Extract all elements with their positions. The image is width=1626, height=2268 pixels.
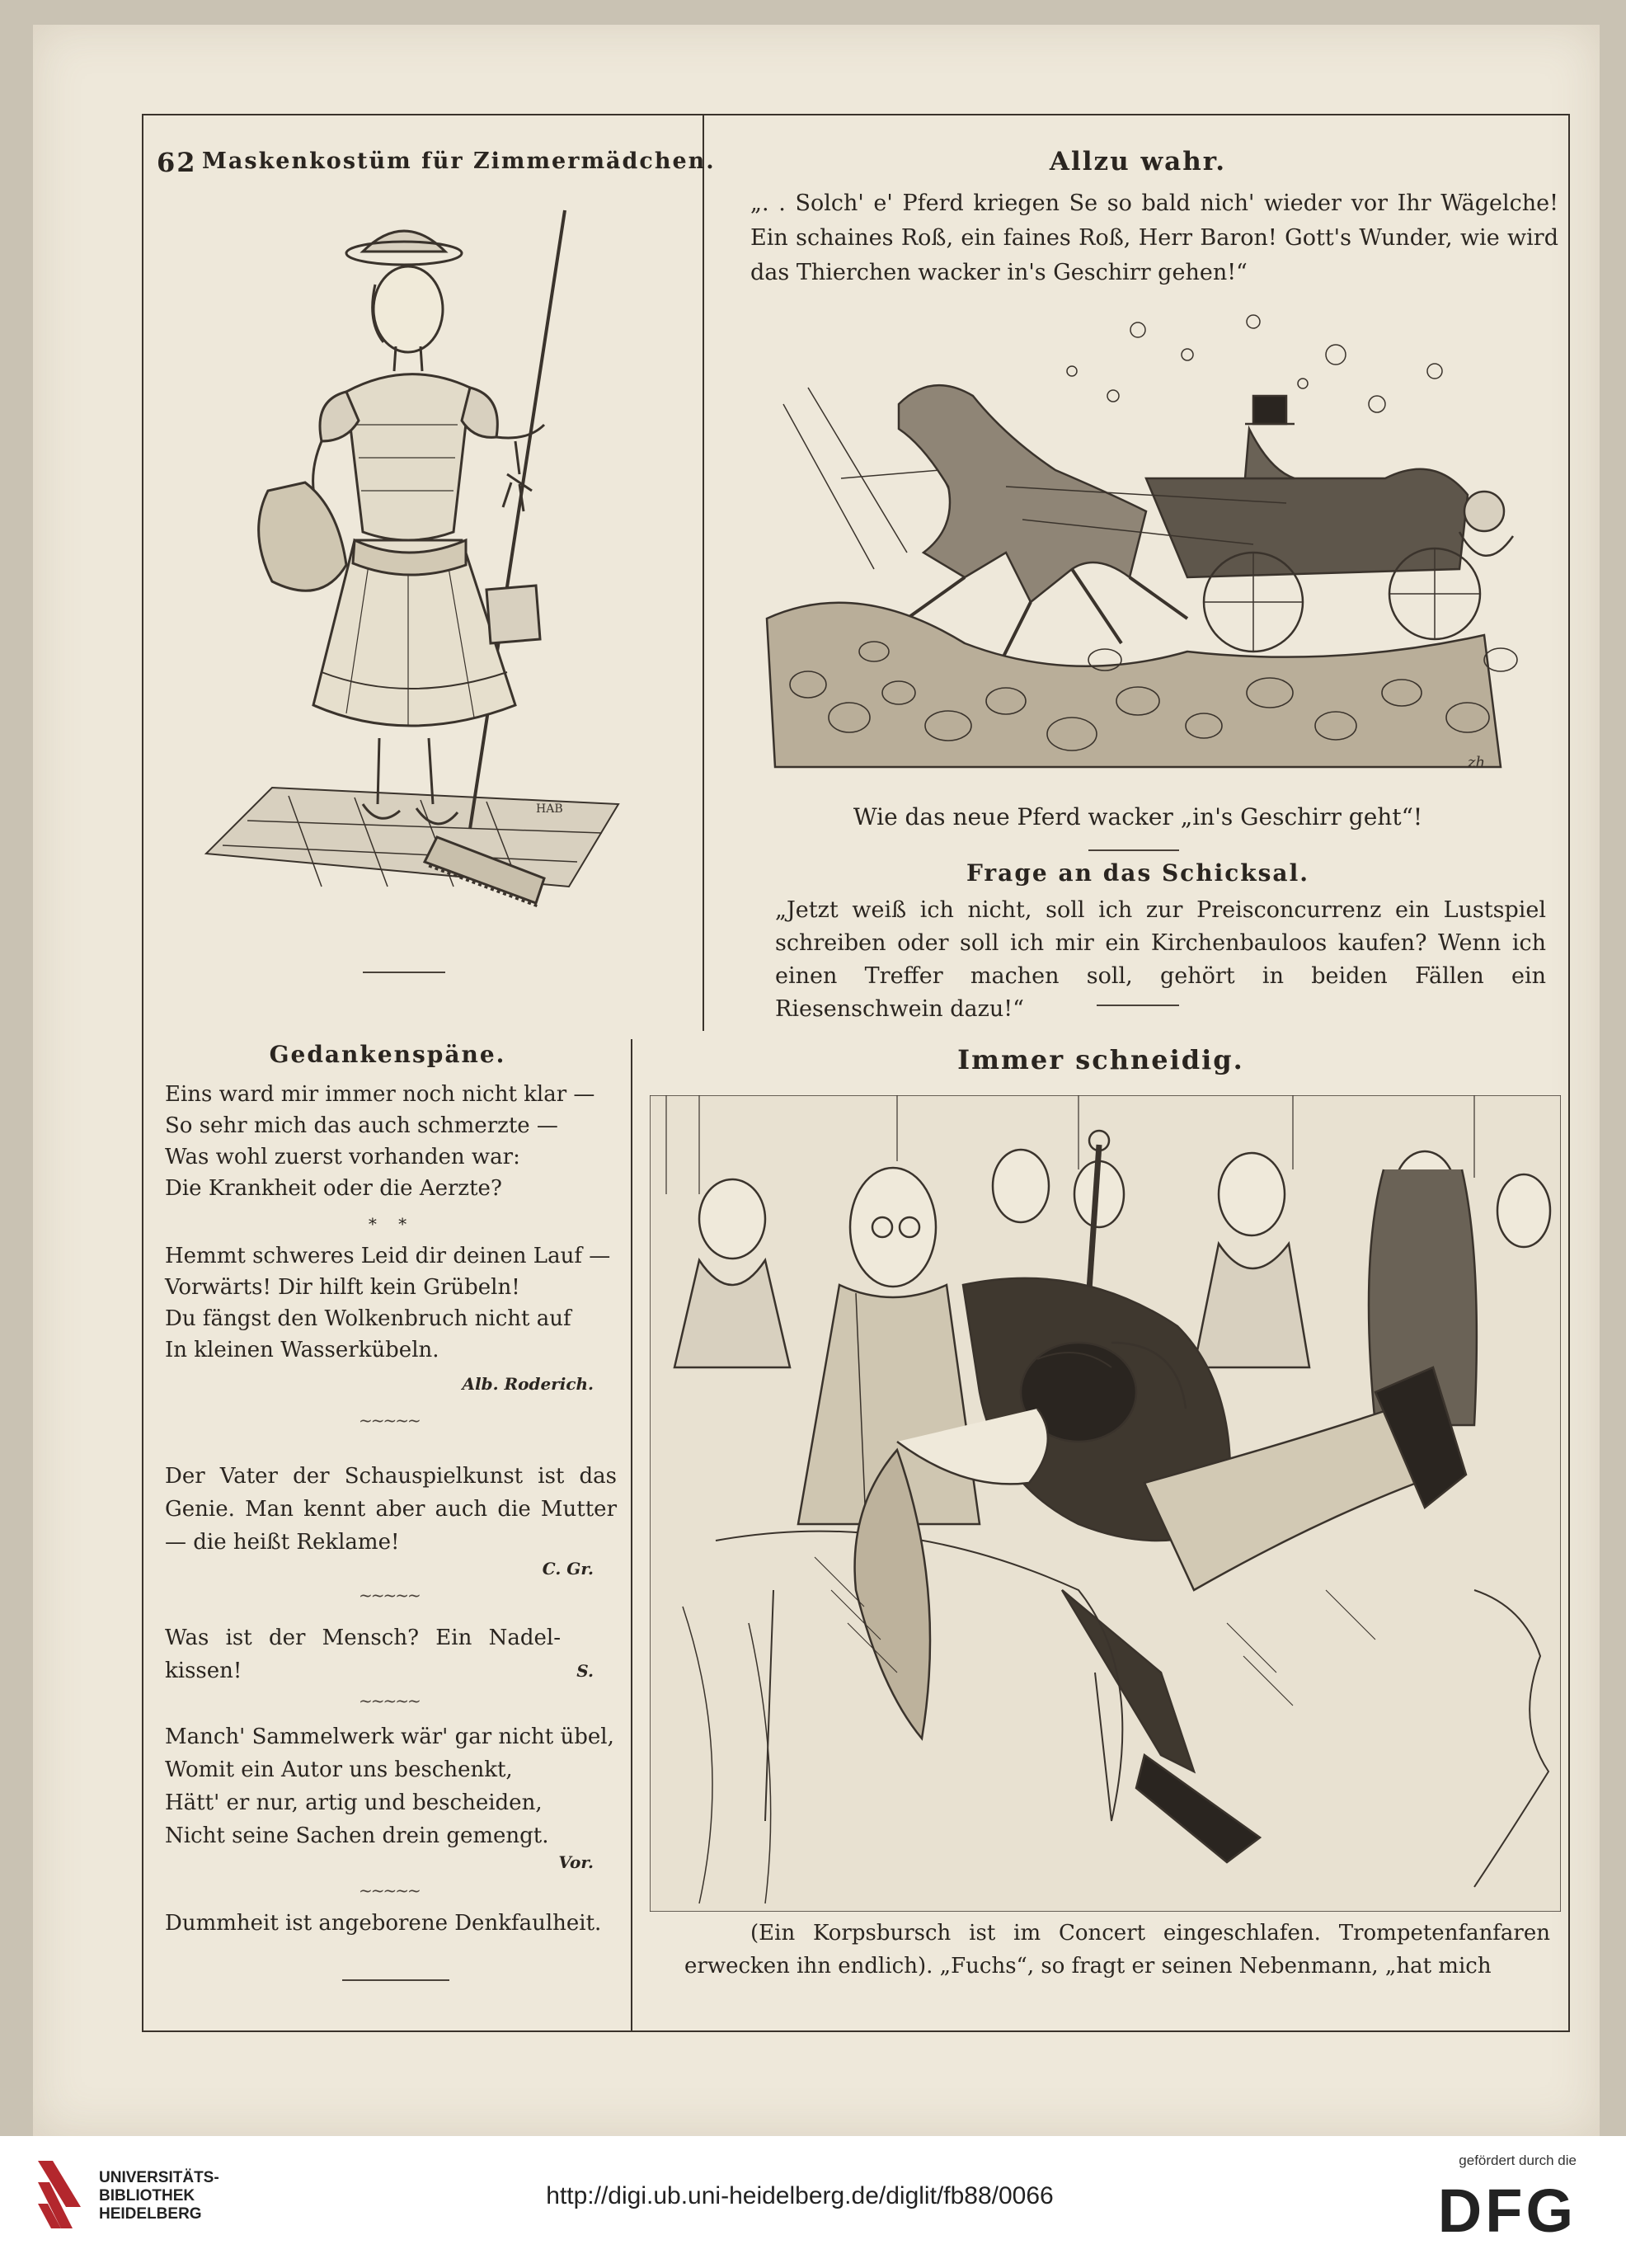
- artist-signature: zh: [1468, 754, 1486, 771]
- maid-costume-illustration: [190, 177, 651, 936]
- frage-text: „Jetzt weiß ich nicht, soll ich zur Preisconcurrenz ein Lustspiel schreiben oder soll ich mir ein Kirchenbauloos kaufen? Wenn ich einen Treffer machen soll, gehört in beiden Fällen ein Riesenschwein dazu!“: [775, 897, 1546, 1022]
- bottom-column-divider: [631, 1039, 632, 2030]
- library-name-line: HEIDELBERG: [99, 2205, 202, 2223]
- wavy-divider: ~~~~~: [359, 1410, 420, 1430]
- verse-line: Vorwärts! Dir hilft kein Grübeln!: [165, 1275, 520, 1300]
- verse-line: In kleinen Wasserkübeln.: [165, 1338, 439, 1362]
- verse-line: Womit ein Autor uns beschenkt,: [165, 1757, 513, 1782]
- verse-line: Manch' Sammelwerk wär' gar nicht übel,: [165, 1725, 614, 1749]
- verse-line: Hätt' er nur, artig und bescheiden,: [165, 1790, 543, 1815]
- verse-line: Hemmt schweres Leid dir deinen Lauf —: [165, 1244, 611, 1268]
- wavy-divider: ~~~~~: [359, 1880, 420, 1900]
- scanned-page: [33, 25, 1600, 2136]
- wavy-divider: ~~~~~: [359, 1691, 420, 1710]
- verse-line: Eins ward mir immer noch nicht klar —: [165, 1082, 595, 1107]
- top-column-divider: [703, 114, 704, 1031]
- library-name: [99, 2169, 219, 2223]
- gedanken-verse-2: [165, 1240, 627, 1366]
- divider-rule: [342, 1979, 449, 1981]
- library-name-line: BIBLIOTHEK: [99, 2187, 195, 2204]
- svg-text:HAB: HAB: [536, 802, 563, 816]
- verse-line: Du fängst den Wolkenbruch nicht auf: [165, 1306, 571, 1331]
- verse-line: So sehr mich das auch schmerzte —: [165, 1113, 558, 1138]
- allzu-wahr-text: „. . Solch' e' Pferd kriegen Se so bald nich' wieder vor Ihr Wägelche! Ein schaines Roß, ein faines Roß, Herr Baron! Gott's Wunder, wie wird das Thierchen wacker in's Geschirr gehen!“: [750, 191, 1558, 285]
- allzu-wahr-title: Allzu wahr.: [1049, 147, 1227, 176]
- gedanken-para-1: Der Vater der Schauspielkunst ist das Genie. Man kennt aber auch die Mutter — die heißt Reklame!: [165, 1464, 617, 1555]
- verse-line: Die Krankheit oder die Aerzte?: [165, 1176, 502, 1201]
- horse-carriage-illustration: [759, 305, 1550, 783]
- author-s: S.: [576, 1661, 594, 1681]
- gedanken-verse-1: [165, 1079, 627, 1204]
- library-name-line: UNIVERSITÄTS-: [99, 2169, 219, 2186]
- dfg-logo: DFG: [1437, 2176, 1577, 2245]
- asterism: * *: [368, 1214, 407, 1234]
- page-number: 62: [157, 147, 197, 178]
- divider-rule: [1097, 1005, 1179, 1006]
- gedanken-title: Gedankenspäne.: [269, 1041, 506, 1068]
- author-roderich: Alb. Roderich.: [462, 1374, 594, 1394]
- allzu-wahr-caption: Wie das neue Pferd wacker „in's Geschirr geht“!: [853, 803, 1423, 831]
- author-c-gr: C. Gr.: [542, 1559, 594, 1579]
- concert-scene-illustration: [650, 1095, 1561, 1912]
- divider-rule: [363, 972, 445, 973]
- repository-footer: [0, 2136, 1626, 2268]
- verse-line: Was wohl zuerst vorhanden war:: [165, 1145, 520, 1169]
- funding-note: gefördert durch die: [1459, 2153, 1577, 2168]
- library-logo-icon: [33, 2157, 86, 2233]
- left-page-title: Maskenkostüm für Zimmermädchen.: [202, 148, 716, 174]
- immer-schneidig-caption: (Ein Korpsbursch ist im Concert eingeschlafen. Trompetenfanfaren erwecken ihn endlich). „Fuchs“, so fragt er seinen Nebenmann, „hat mich: [684, 1921, 1550, 1979]
- verse-line: Nicht seine Sachen drein gemengt.: [165, 1823, 549, 1848]
- wavy-divider: ~~~~~: [359, 1585, 420, 1605]
- frage-title: Frage an das Schicksal.: [966, 859, 1309, 887]
- gedanken-verse-3: [165, 1720, 627, 1852]
- gedanken-para-2: Was ist der Mensch? Ein Nadelkissen!: [165, 1626, 561, 1683]
- divider-rule: [1088, 849, 1179, 851]
- author-vor: Vor.: [558, 1852, 594, 1872]
- permalink-url[interactable]: http://digi.ub.uni-heidelberg.de/diglit/fb88/0066: [546, 2182, 1054, 2209]
- immer-schneidig-title: Immer schneidig.: [957, 1044, 1244, 1075]
- gedanken-para-3: Dummheit ist angeborene Denkfaulheit.: [165, 1911, 602, 1936]
